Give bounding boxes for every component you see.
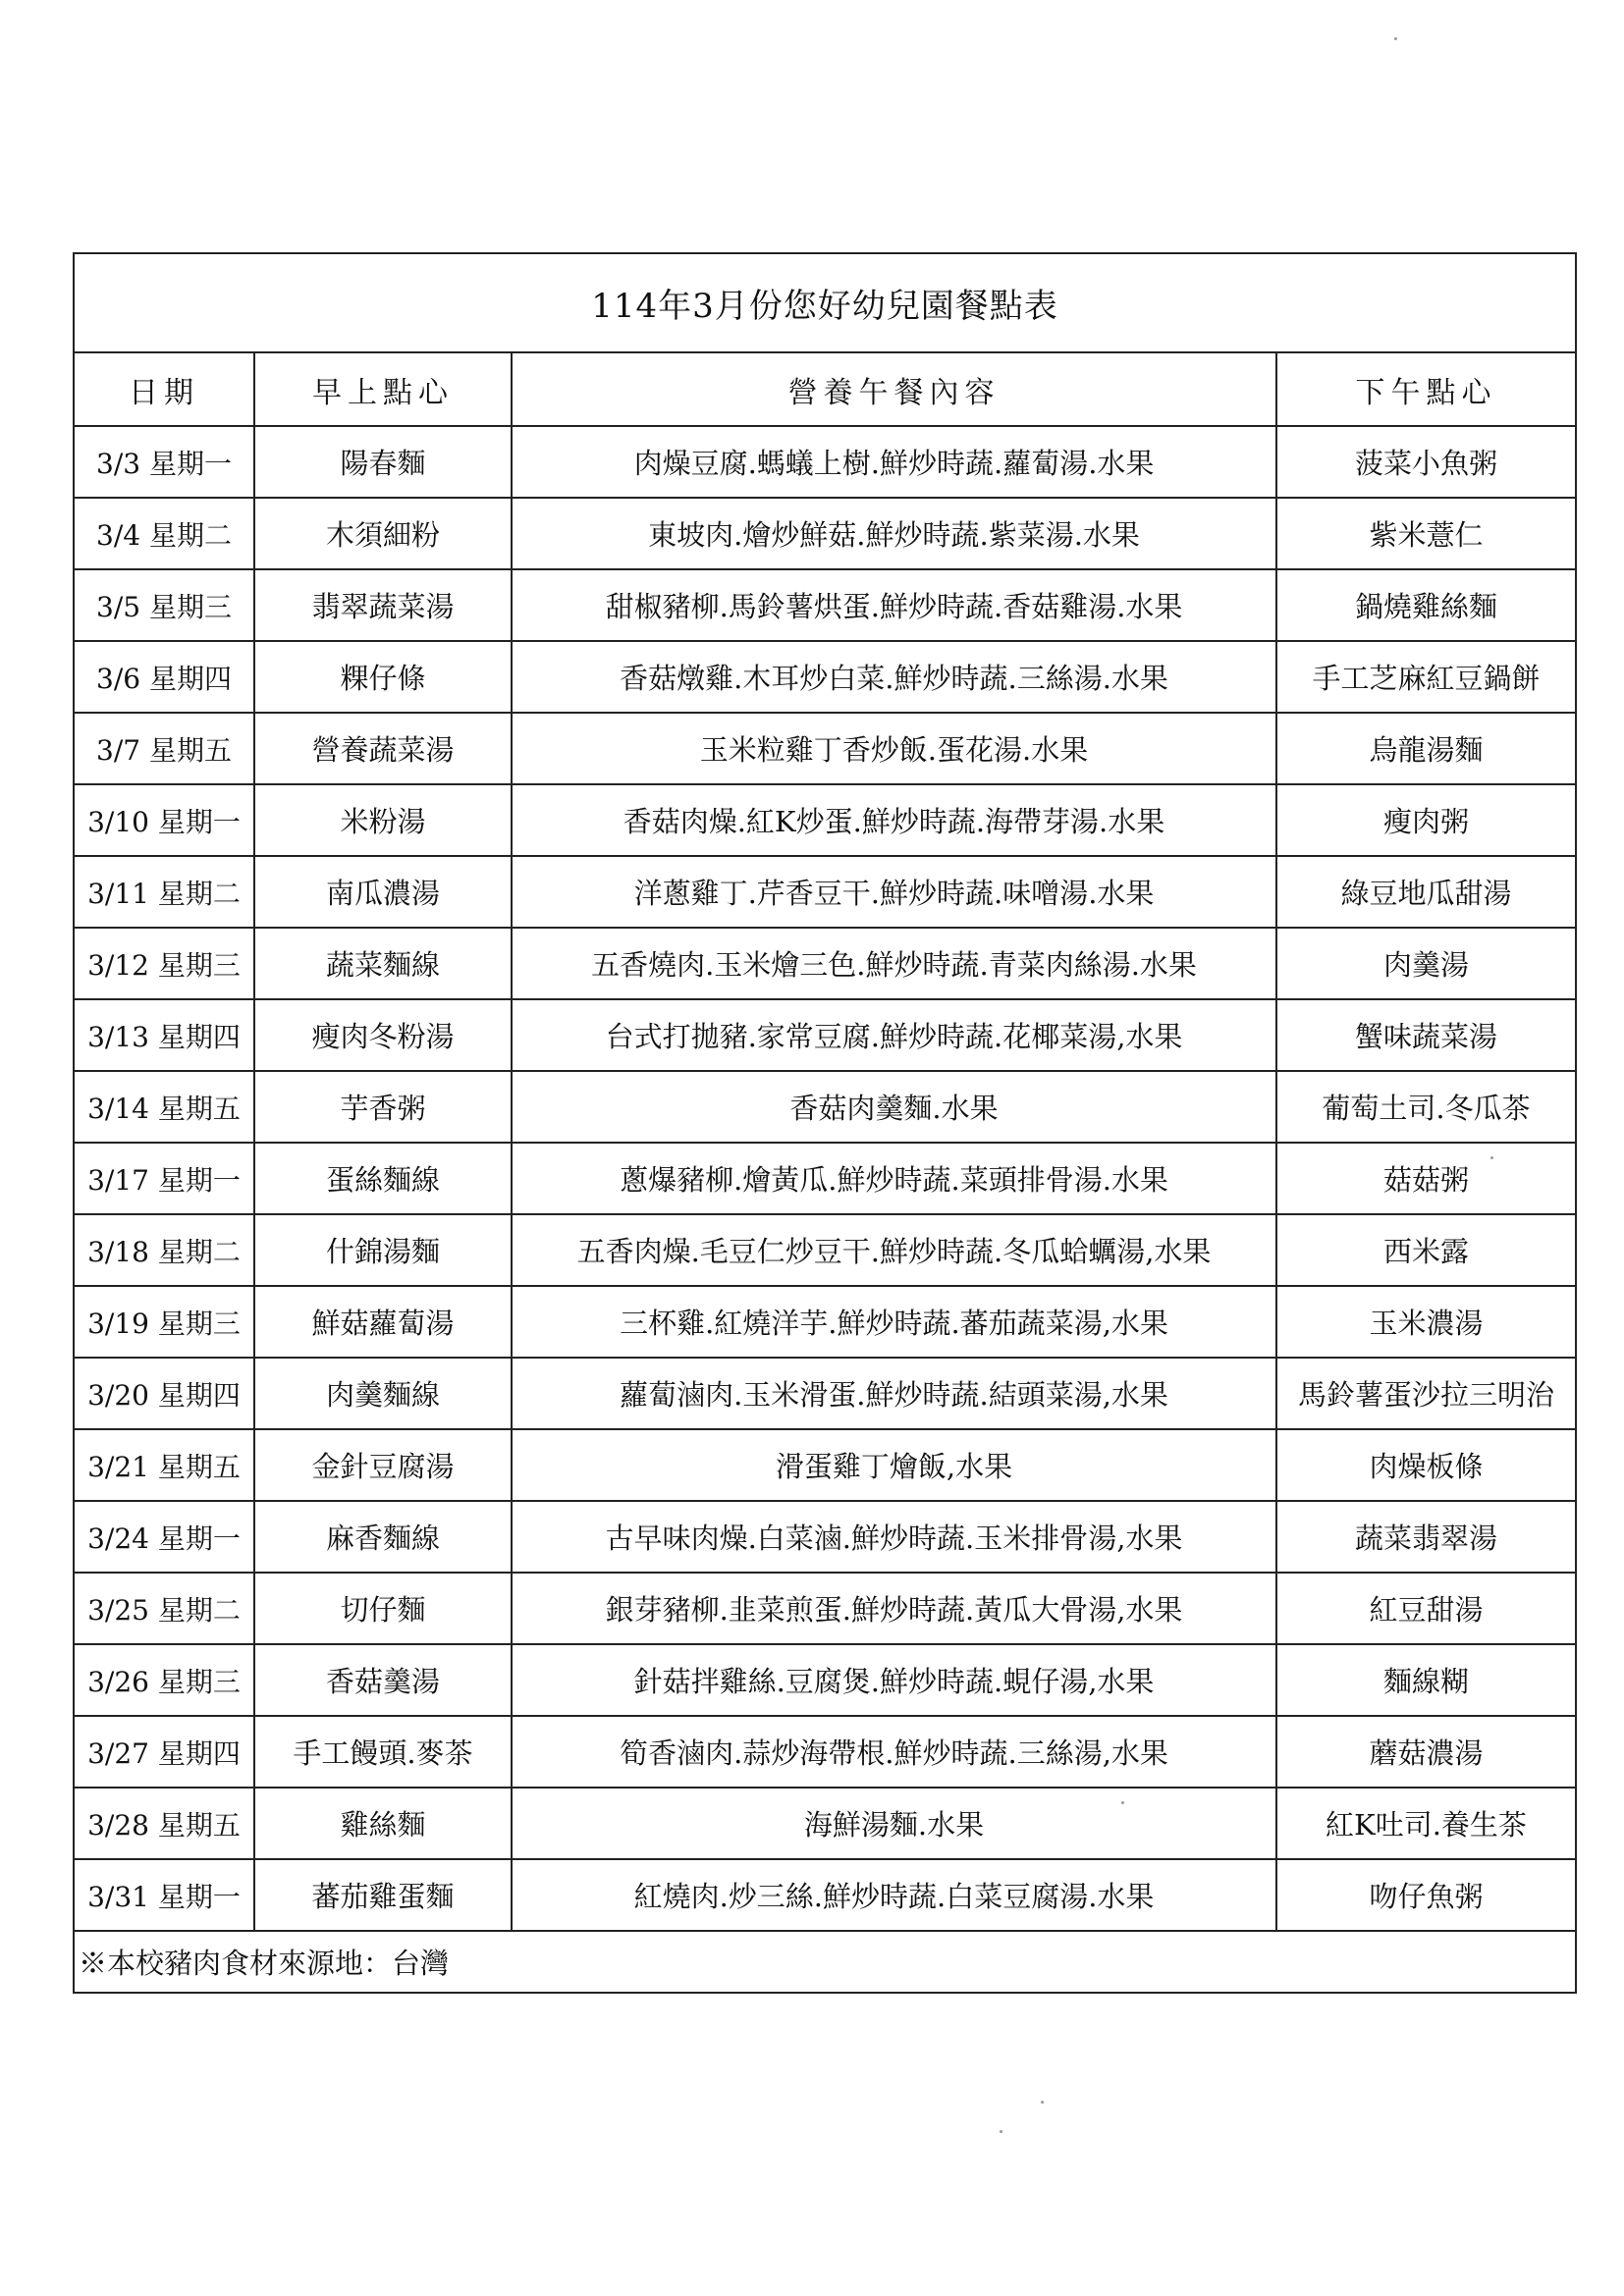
afternoon-snack-cell: 麵線糊 <box>1276 1644 1575 1716</box>
afternoon-snack-cell: 馬鈴薯蛋沙拉三明治 <box>1276 1358 1575 1429</box>
lunch-cell: 甜椒豬柳.馬鈴薯烘蛋.鮮炒時蔬.香菇雞湯.水果 <box>512 569 1276 641</box>
table-row <box>75 1143 1575 1214</box>
header-afternoon-snack: 下午點心 <box>1276 353 1575 426</box>
table-row <box>75 928 1575 999</box>
table-row <box>75 426 1575 498</box>
lunch-cell: 五香燒肉.玉米燴三色.鮮炒時蔬.青菜肉絲湯.水果 <box>512 928 1276 999</box>
morning-snack-cell: 木須細粉 <box>254 498 512 569</box>
table-row <box>75 1214 1575 1286</box>
afternoon-snack-cell: 紫米薏仁 <box>1276 498 1575 569</box>
lunch-cell: 銀芽豬柳.韭菜煎蛋.鮮炒時蔬.黃瓜大骨湯,水果 <box>512 1573 1276 1644</box>
pork-origin-note: ※本校豬肉食材來源地：台灣 <box>79 1947 450 1980</box>
lunch-cell: 滑蛋雞丁燴飯,水果 <box>512 1429 1276 1501</box>
afternoon-snack-cell: 菇菇粥 <box>1276 1143 1575 1214</box>
morning-snack-cell: 蛋絲麵線 <box>254 1143 512 1214</box>
morning-snack-cell: 肉羹麵線 <box>254 1358 512 1429</box>
morning-snack-cell: 翡翠蔬菜湯 <box>254 569 512 641</box>
date-cell: 3/24 星期一 <box>75 1501 254 1573</box>
table-header-row <box>75 353 1575 426</box>
afternoon-snack-cell: 蟹味蔬菜湯 <box>1276 999 1575 1071</box>
header-morning-snack: 早上點心 <box>254 353 512 426</box>
table-row <box>75 1859 1575 1931</box>
table-row <box>75 498 1575 569</box>
morning-snack-cell: 什錦湯麵 <box>254 1214 512 1286</box>
date-cell: 3/6 星期四 <box>75 641 254 713</box>
afternoon-snack-cell: 西米露 <box>1276 1214 1575 1286</box>
table-row <box>75 1788 1575 1859</box>
date-cell: 3/17 星期一 <box>75 1143 254 1214</box>
table-row <box>75 784 1575 856</box>
lunch-cell: 紅燒肉.炒三絲.鮮炒時蔬.白菜豆腐湯.水果 <box>512 1859 1276 1931</box>
morning-snack-cell: 鮮菇蘿蔔湯 <box>254 1286 512 1358</box>
lunch-cell: 肉燥豆腐.螞蟻上樹.鮮炒時蔬.蘿蔔湯.水果 <box>512 426 1276 498</box>
meal-schedule-sheet <box>73 252 1577 1994</box>
afternoon-snack-cell: 紅K吐司.養生茶 <box>1276 1788 1575 1859</box>
afternoon-snack-cell: 蘑菇濃湯 <box>1276 1716 1575 1788</box>
morning-snack-cell: 米粉湯 <box>254 784 512 856</box>
table-row <box>75 713 1575 784</box>
table-row <box>75 1071 1575 1143</box>
lunch-cell: 蔥爆豬柳.燴黃瓜.鮮炒時蔬.菜頭排骨湯.水果 <box>512 1143 1276 1214</box>
afternoon-snack-cell: 玉米濃湯 <box>1276 1286 1575 1358</box>
date-cell: 3/21 星期五 <box>75 1429 254 1501</box>
date-cell: 3/12 星期三 <box>75 928 254 999</box>
afternoon-snack-cell: 綠豆地瓜甜湯 <box>1276 856 1575 928</box>
table-row <box>75 1286 1575 1358</box>
lunch-cell: 針菇拌雞絲.豆腐煲.鮮炒時蔬.蜆仔湯,水果 <box>512 1644 1276 1716</box>
table-row <box>75 1429 1575 1501</box>
date-cell: 3/20 星期四 <box>75 1358 254 1429</box>
morning-snack-cell: 芋香粥 <box>254 1071 512 1143</box>
lunch-cell: 香菇燉雞.木耳炒白菜.鮮炒時蔬.三絲湯.水果 <box>512 641 1276 713</box>
date-cell: 3/31 星期一 <box>75 1859 254 1931</box>
date-cell: 3/4 星期二 <box>75 498 254 569</box>
lunch-cell: 台式打拋豬.家常豆腐.鮮炒時蔬.花椰菜湯,水果 <box>512 999 1276 1071</box>
table-row <box>75 1358 1575 1429</box>
afternoon-snack-cell: 肉羹湯 <box>1276 928 1575 999</box>
lunch-cell: 東坡肉.燴炒鮮菇.鮮炒時蔬.紫菜湯.水果 <box>512 498 1276 569</box>
date-cell: 3/5 星期三 <box>75 569 254 641</box>
header-date: 日期 <box>75 353 254 426</box>
morning-snack-cell: 南瓜濃湯 <box>254 856 512 928</box>
morning-snack-cell: 營養蔬菜湯 <box>254 713 512 784</box>
morning-snack-cell: 切仔麵 <box>254 1573 512 1644</box>
morning-snack-cell: 香菇羹湯 <box>254 1644 512 1716</box>
afternoon-snack-cell: 鍋燒雞絲麵 <box>1276 569 1575 641</box>
date-cell: 3/14 星期五 <box>75 1071 254 1143</box>
morning-snack-cell: 蔬菜麵線 <box>254 928 512 999</box>
morning-snack-cell: 手工饅頭.麥茶 <box>254 1716 512 1788</box>
morning-snack-cell: 金針豆腐湯 <box>254 1429 512 1501</box>
morning-snack-cell: 蕃茄雞蛋麵 <box>254 1859 512 1931</box>
morning-snack-cell: 粿仔條 <box>254 641 512 713</box>
afternoon-snack-cell: 紅豆甜湯 <box>1276 1573 1575 1644</box>
date-cell: 3/19 星期三 <box>75 1286 254 1358</box>
morning-snack-cell: 麻香麵線 <box>254 1501 512 1573</box>
table-row <box>75 569 1575 641</box>
table-row <box>75 856 1575 928</box>
morning-snack-cell: 陽春麵 <box>254 426 512 498</box>
table-row <box>75 641 1575 713</box>
lunch-cell: 筍香滷肉.蒜炒海帶根.鮮炒時蔬.三絲湯,水果 <box>512 1716 1276 1788</box>
meal-table <box>75 353 1575 1932</box>
lunch-cell: 洋蔥雞丁.芹香豆干.鮮炒時蔬.味噌湯.水果 <box>512 856 1276 928</box>
morning-snack-cell: 雞絲麵 <box>254 1788 512 1859</box>
lunch-cell: 五香肉燥.毛豆仁炒豆干.鮮炒時蔬.冬瓜蛤蠣湯,水果 <box>512 1214 1276 1286</box>
afternoon-snack-cell: 吻仔魚粥 <box>1276 1859 1575 1931</box>
page-title: 114年3月份您好幼兒園餐點表 <box>75 254 1575 353</box>
afternoon-snack-cell: 葡萄土司.冬瓜茶 <box>1276 1071 1575 1143</box>
date-cell: 3/26 星期三 <box>75 1644 254 1716</box>
date-cell: 3/25 星期二 <box>75 1573 254 1644</box>
lunch-cell: 蘿蔔滷肉.玉米滑蛋.鮮炒時蔬.結頭菜湯,水果 <box>512 1358 1276 1429</box>
afternoon-snack-cell: 肉燥板條 <box>1276 1429 1575 1501</box>
date-cell: 3/10 星期一 <box>75 784 254 856</box>
date-cell: 3/11 星期二 <box>75 856 254 928</box>
afternoon-snack-cell: 菠菜小魚粥 <box>1276 426 1575 498</box>
table-row <box>75 1716 1575 1788</box>
table-row <box>75 999 1575 1071</box>
afternoon-snack-cell: 烏龍湯麵 <box>1276 713 1575 784</box>
lunch-cell: 玉米粒雞丁香炒飯.蛋花湯.水果 <box>512 713 1276 784</box>
afternoon-snack-cell: 蔬菜翡翠湯 <box>1276 1501 1575 1573</box>
table-row <box>75 1644 1575 1716</box>
table-row <box>75 1573 1575 1644</box>
afternoon-snack-cell: 手工芝麻紅豆鍋餅 <box>1276 641 1575 713</box>
lunch-cell: 香菇肉燥.紅K炒蛋.鮮炒時蔬.海帶芽湯.水果 <box>512 784 1276 856</box>
lunch-cell: 古早味肉燥.白菜滷.鮮炒時蔬.玉米排骨湯,水果 <box>512 1501 1276 1573</box>
date-cell: 3/7 星期五 <box>75 713 254 784</box>
date-cell: 3/3 星期一 <box>75 426 254 498</box>
date-cell: 3/13 星期四 <box>75 999 254 1071</box>
morning-snack-cell: 瘦肉冬粉湯 <box>254 999 512 1071</box>
lunch-cell: 海鮮湯麵.水果 <box>512 1788 1276 1859</box>
table-row <box>75 1501 1575 1573</box>
lunch-cell: 香菇肉羹麵.水果 <box>512 1071 1276 1143</box>
lunch-cell: 三杯雞.紅燒洋芋.鮮炒時蔬.蕃茄蔬菜湯,水果 <box>512 1286 1276 1358</box>
header-lunch: 營養午餐內容 <box>512 353 1276 426</box>
afternoon-snack-cell: 瘦肉粥 <box>1276 784 1575 856</box>
date-cell: 3/28 星期五 <box>75 1788 254 1859</box>
date-cell: 3/18 星期二 <box>75 1214 254 1286</box>
date-cell: 3/27 星期四 <box>75 1716 254 1788</box>
